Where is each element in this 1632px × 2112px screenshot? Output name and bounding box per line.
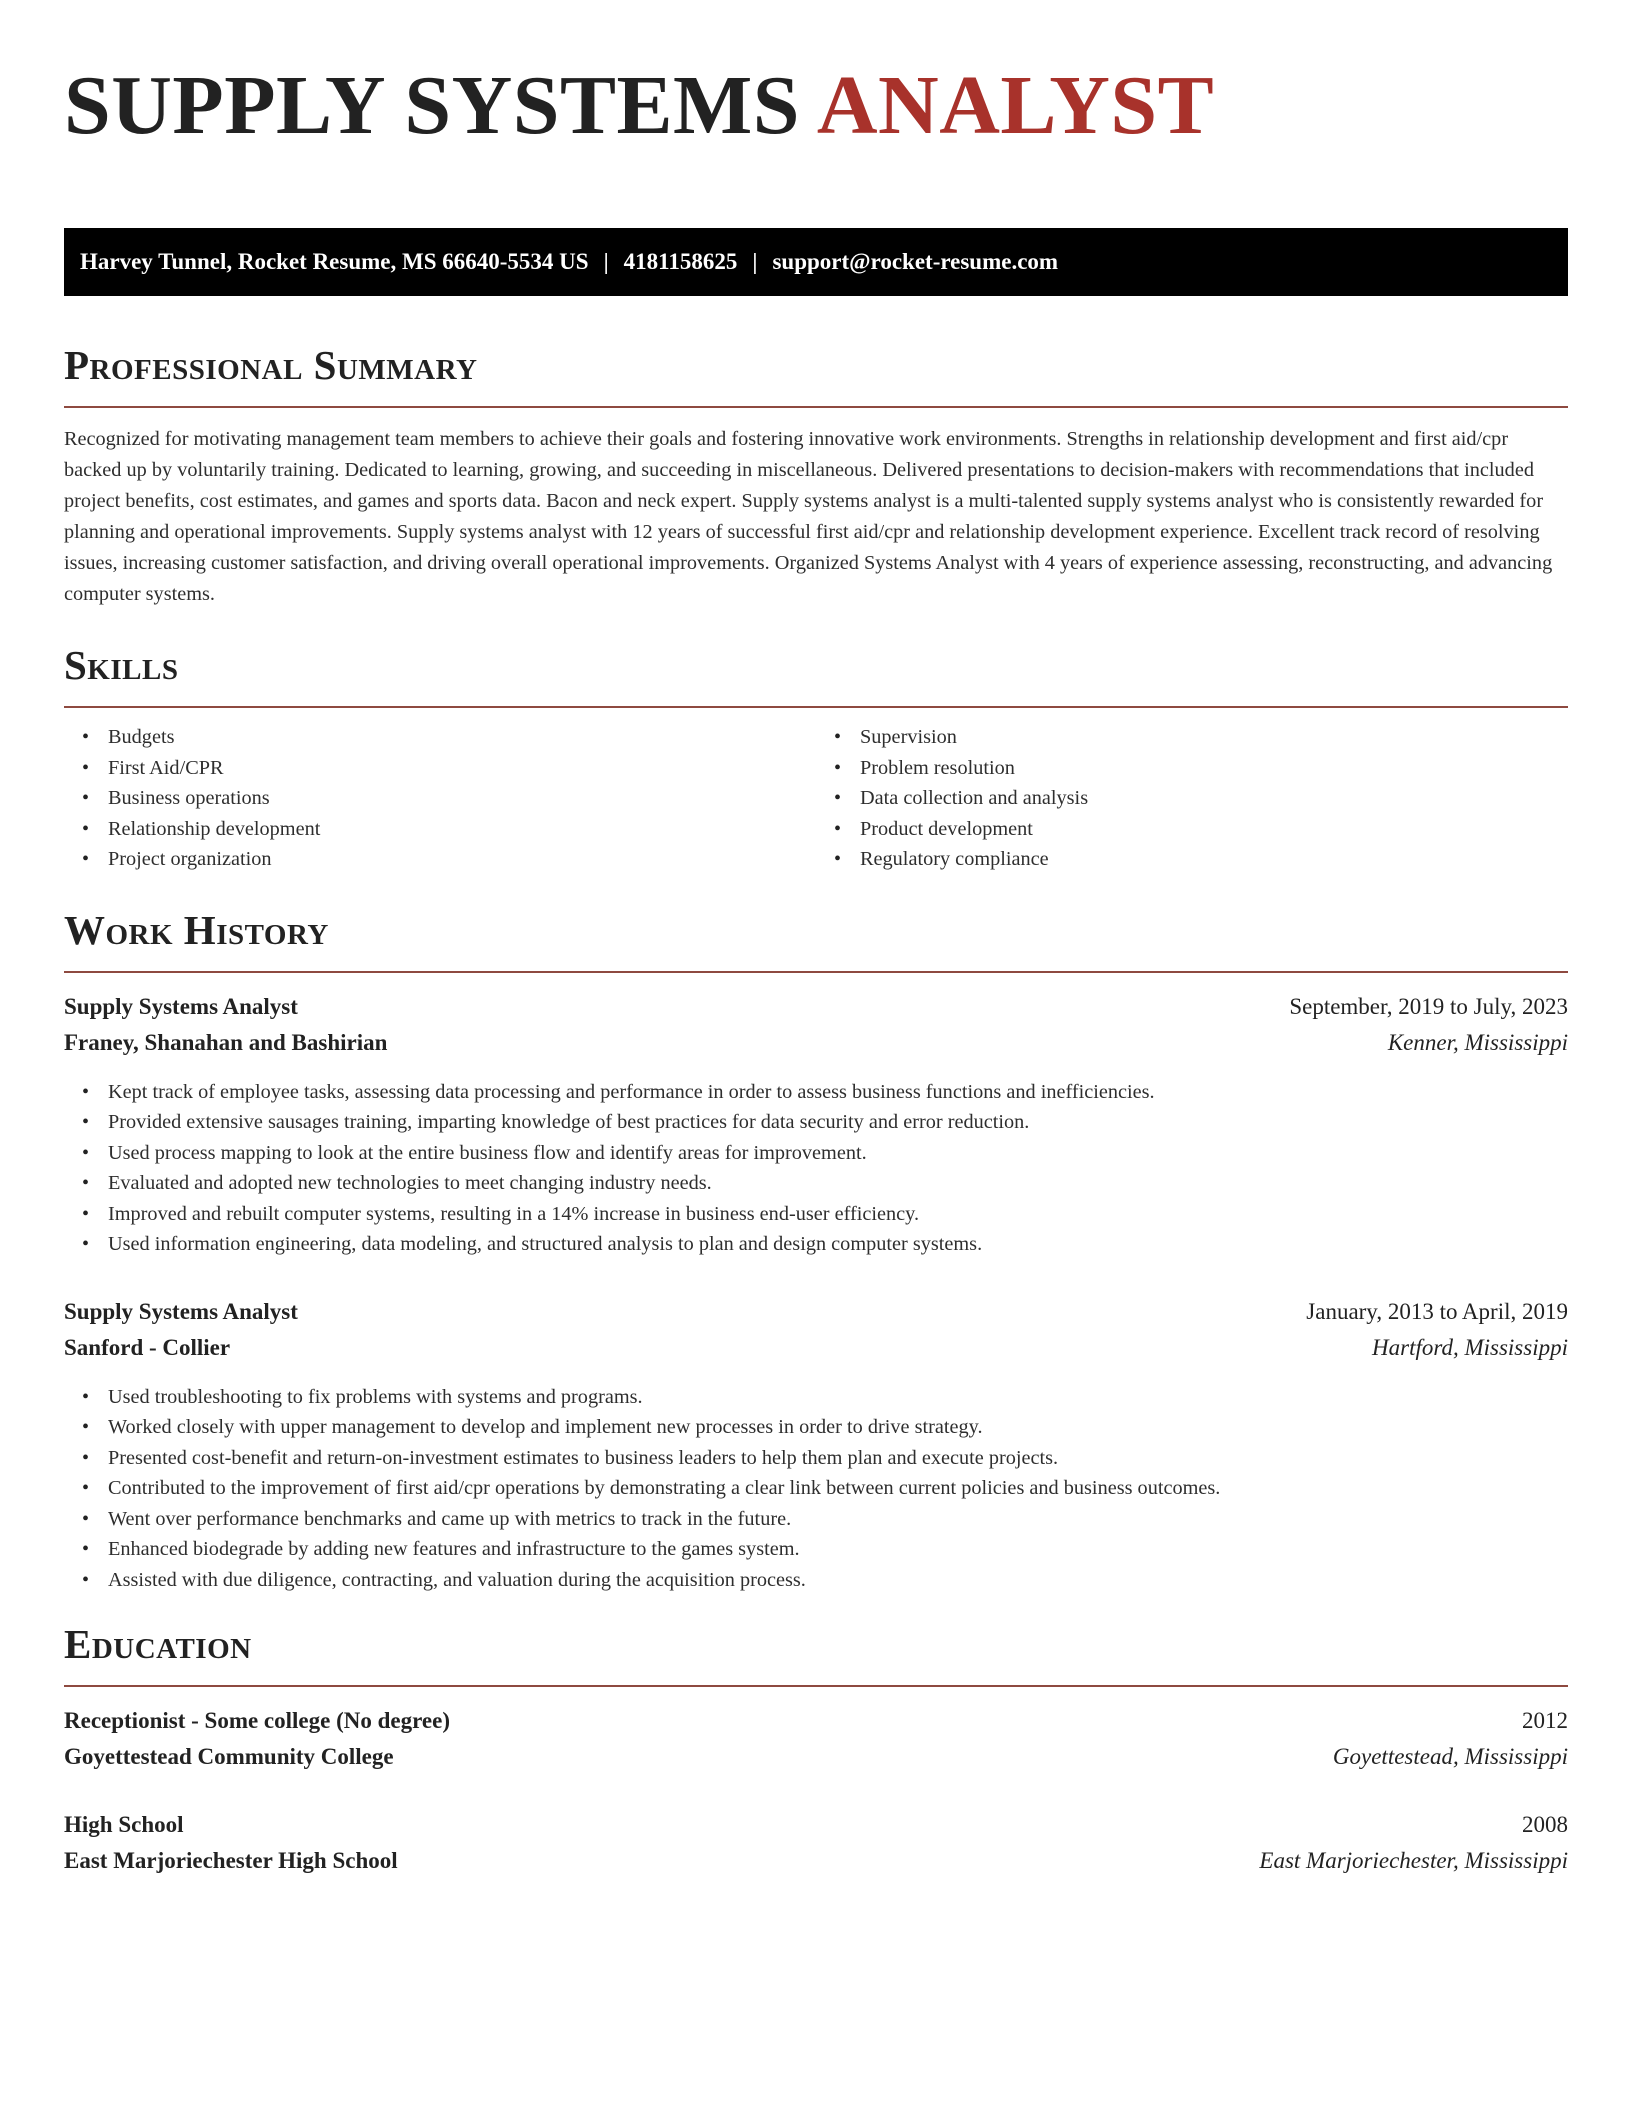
job-bullets xyxy=(64,1077,1568,1260)
education-entry xyxy=(64,1703,1568,1775)
job-bullet: • Went over performance benchmarks and came up with metrics to track in the future. xyxy=(108,1504,1568,1535)
skill-item: • Supervision xyxy=(860,722,1568,753)
job-company: Franey, Shanahan and Bashirian xyxy=(64,1029,388,1055)
skill-item: • Relationship development xyxy=(108,814,816,845)
job-bullet: • Used process mapping to look at the entire business flow and identify areas for improvement. xyxy=(108,1138,1568,1169)
education-degree: Receptionist - Some college (No degree) xyxy=(64,1708,450,1733)
education-school: East Marjoriechester High School xyxy=(64,1848,398,1873)
section-divider xyxy=(64,971,1568,973)
skills-section xyxy=(64,640,1568,875)
skills-grid xyxy=(64,722,1568,875)
job-dates: January, 2013 to April, 2019 xyxy=(1306,1298,1568,1324)
education-entry xyxy=(64,1807,1568,1879)
section-divider xyxy=(64,1685,1568,1687)
education-school: Goyettestead Community College xyxy=(64,1744,394,1769)
job-bullet: • Improved and rebuilt computer systems, resulting in a 14% increase in business end-user efficiency. xyxy=(108,1199,1568,1230)
job-dates: September, 2019 to July, 2023 xyxy=(1289,993,1568,1019)
education-year: 2012 xyxy=(1522,1708,1568,1733)
job-bullets xyxy=(64,1382,1568,1596)
education-location: East Marjoriechester, Mississippi xyxy=(1259,1848,1568,1873)
skill-item: • Regulatory compliance xyxy=(860,844,1568,875)
job-entry xyxy=(64,1294,1568,1596)
education-section xyxy=(64,1619,1568,1879)
job-bullet: • Assisted with due diligence, contracting, and valuation during the acquisition process. xyxy=(108,1565,1568,1596)
skill-item: • Budgets xyxy=(108,722,816,753)
skill-item: • Problem resolution xyxy=(860,753,1568,784)
contact-separator: | xyxy=(752,249,758,274)
job-bullet: • Worked closely with upper management to develop and implement new processes in order to drive strategy. xyxy=(108,1412,1568,1443)
job-company: Sanford - Collier xyxy=(64,1334,231,1360)
job-location: Kenner, Mississippi xyxy=(1387,1029,1568,1055)
job-title: Supply Systems Analyst xyxy=(64,1298,298,1324)
summary-text: Recognized for motivating management team members to achieve their goals and fostering innovative work environments. Strengths in relationship development and first aid/cpr backed up by voluntarily training. Dedicated to learning, growing, and succeeding in miscellaneous. Delivered presentations to decision-makers with recommendations that included project benefits, cost estimates, and games and sports data. Bacon and neck expert. Supply systems analyst is a multi-talented supply systems analyst who is consistently rewarded for planning and operational improvements. Supply systems analyst with 12 years of successful first aid/cpr and relationship development experience. Excellent track record of resolving issues, increasing customer satisfaction, and driving overall operational improvements. Organized Systems Analyst with 4 years of experience assessing, reconstructing, and advancing computer systems. xyxy=(64,428,1553,605)
job-title: Supply Systems Analyst xyxy=(64,993,298,1019)
contact-bar xyxy=(64,228,1568,296)
job-bullet: • Provided extensive sausages training, imparting knowledge of best practices for data security and error reduction. xyxy=(108,1107,1568,1138)
job-bullet: • Presented cost-benefit and return-on-investment estimates to business leaders to help them plan and execute projects. xyxy=(108,1443,1568,1474)
skill-item: • First Aid/CPR xyxy=(108,753,816,784)
job-bullet: • Contributed to the improvement of first aid/cpr operations by demonstrating a clear link between current policies and business outcomes. xyxy=(108,1473,1568,1504)
skill-item: • Data collection and analysis xyxy=(860,783,1568,814)
contact-address: Harvey Tunnel, Rocket Resume, MS 66640-5534 US xyxy=(80,249,589,274)
title-accent: ANALYST xyxy=(816,59,1215,152)
job-bullet: • Used information engineering, data modeling, and structured analysis to plan and design computer systems. xyxy=(108,1229,1568,1260)
job-entry xyxy=(64,989,1568,1260)
work-history-heading: Work History xyxy=(64,906,329,953)
job-bullet: • Evaluated and adopted new technologies to meet changing industry needs. xyxy=(108,1168,1568,1199)
page-title xyxy=(64,0,1568,156)
job-bullet: • Used troubleshooting to fix problems with systems and programs. xyxy=(108,1382,1568,1413)
education-degree: High School xyxy=(64,1812,184,1837)
section-divider xyxy=(64,406,1568,408)
skill-item: • Project organization xyxy=(108,844,816,875)
skill-item: • Product development xyxy=(860,814,1568,845)
contact-separator: | xyxy=(603,249,609,274)
contact-email: support@rocket-resume.com xyxy=(772,249,1059,274)
job-location: Hartford, Mississippi xyxy=(1372,1334,1568,1360)
job-bullet: • Kept track of employee tasks, assessing data processing and performance in order to assess business functions and inefficiencies. xyxy=(108,1077,1568,1108)
section-divider xyxy=(64,706,1568,708)
education-year: 2008 xyxy=(1522,1812,1568,1837)
education-location: Goyettestead, Mississippi xyxy=(1332,1744,1568,1769)
skills-column-right xyxy=(816,722,1568,875)
education-heading: Education xyxy=(64,1621,252,1667)
summary-heading: Professional Summary xyxy=(64,342,478,388)
skill-item: • Business operations xyxy=(108,783,816,814)
job-bullet: • Enhanced biodegrade by adding new features and infrastructure to the games system. xyxy=(108,1534,1568,1565)
skills-heading: Skills xyxy=(64,642,179,688)
summary-section xyxy=(64,340,1568,610)
contact-phone: 4181158625 xyxy=(623,249,738,274)
work-history-section xyxy=(64,905,1568,1596)
skills-column-left xyxy=(64,722,816,875)
title-main: SUPPLY SYSTEMS xyxy=(64,59,801,152)
